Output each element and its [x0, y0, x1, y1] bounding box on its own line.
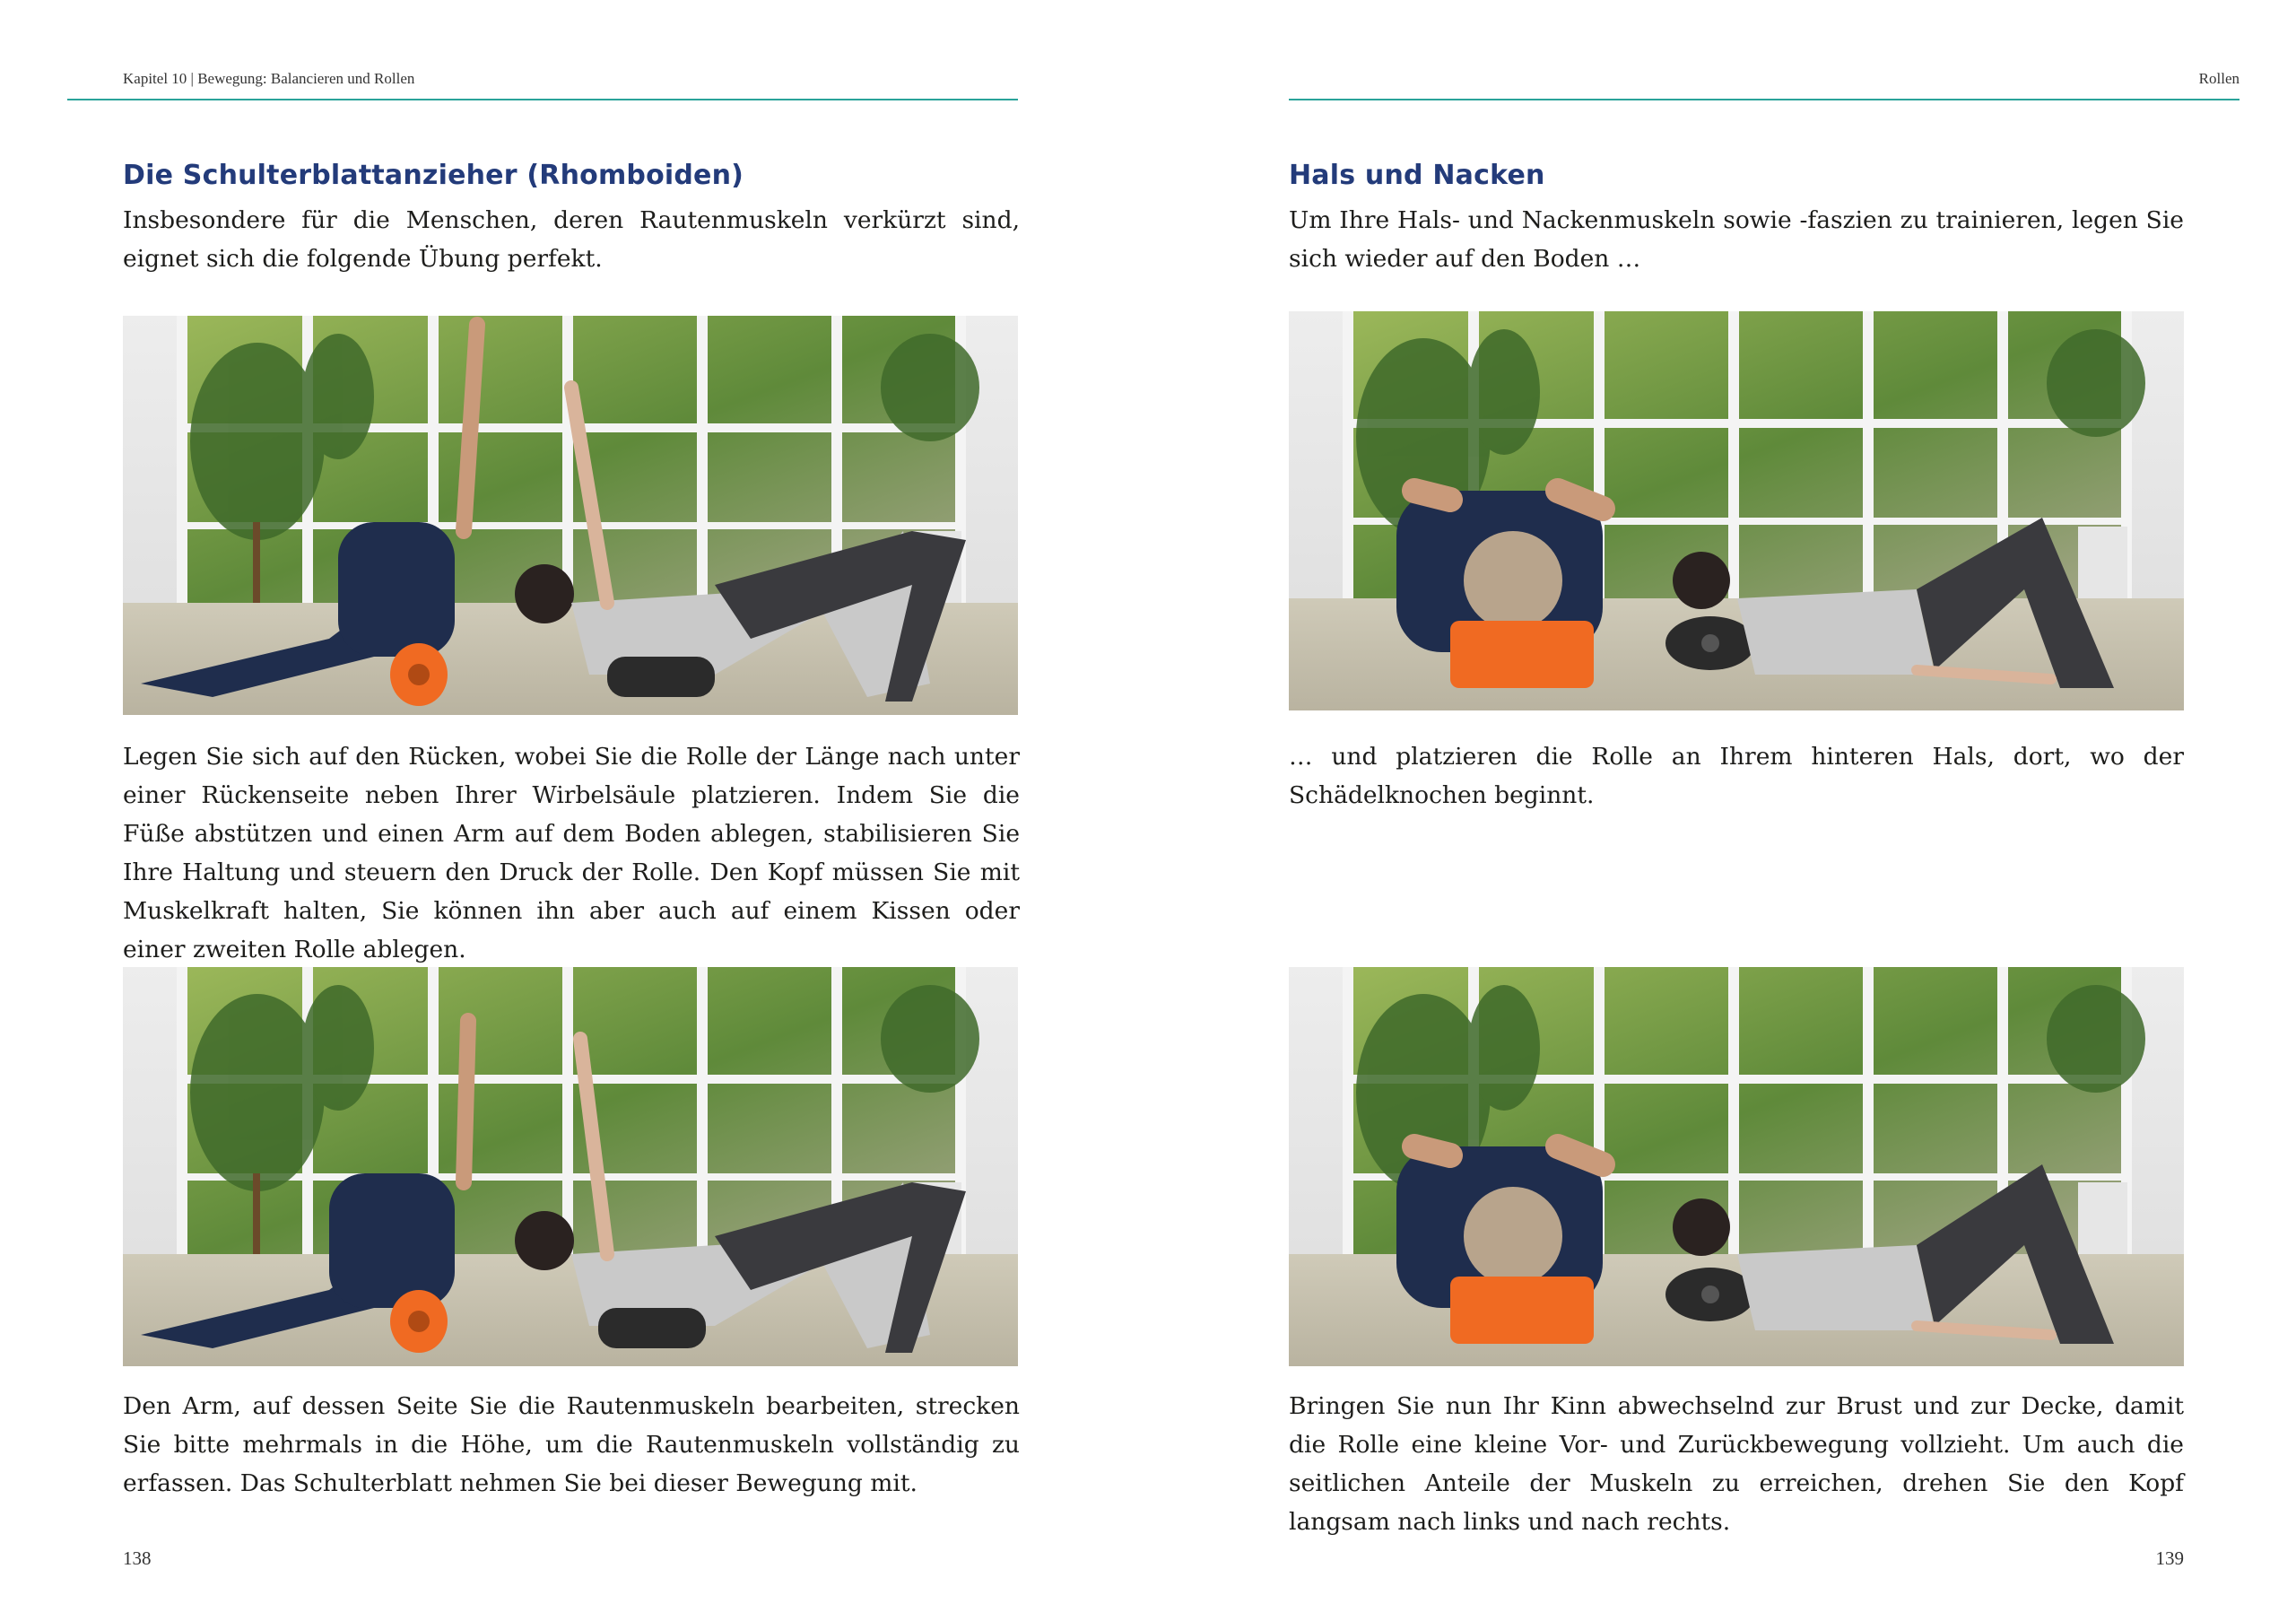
exercise-photo-rhomboiden-1: [123, 316, 1018, 715]
body-paragraph-right-1: … und platzieren die Rolle an Ihrem hinteren Hals, dort, wo der Schädelknochen beginnt.: [1289, 743, 2184, 809]
header-rule-right: [1289, 99, 2239, 100]
exercise-photo-nacken-1: [1289, 311, 2184, 710]
intro-paragraph-right: Um Ihre Hals- und Nackenmuskeln sowie -faszien zu trainieren, legen Sie sich wieder auf den Boden …: [1289, 206, 2184, 273]
body-paragraph-left-2: Den Arm, auf dessen Seite Sie die Rautenmuskeln bearbeiten, strecken Sie bitte mehrmals in die Höhe, um die Rautenmuskeln vollständig zu erfassen. Das Schulterblatt nehmen Sie bei dieser Bewegung mit.: [123, 1392, 1020, 1497]
body-paragraph-right-2: Bringen Sie nun Ihr Kinn abwechselnd zur Brust und zur Decke, damit die Rolle eine kleine Vor- und Zurückbewegung vollzieht. Um auch die seitlichen Anteile der Muskeln zu erreichen, drehen Sie den Kopf langsam nach links und nach rechts.: [1289, 1392, 2184, 1536]
section-heading-hals-nacken: Hals und Nacken: [1289, 160, 1545, 191]
exercise-photo-rhomboiden-2: [123, 967, 1018, 1366]
exercise-photo-nacken-2: [1289, 967, 2184, 1366]
section-heading-rhomboiden: Die Schulterblattanzieher (Rhomboiden): [123, 160, 744, 191]
running-head-right: Rollen: [2198, 70, 2239, 87]
header-rule-left: [67, 99, 1018, 100]
intro-paragraph-left: Insbesondere für die Menschen, deren Rautenmuskeln verkürzt sind, eignet sich die folgende Übung perfekt.: [123, 206, 1020, 273]
body-paragraph-left-1: Legen Sie sich auf den Rücken, wobei Sie die Rolle der Länge nach unter einer Rückenseite neben Ihrer Wirbelsäule platzieren. Indem Sie die Füße abstützen und einen Arm auf dem Boden ablegen, stabilisieren Sie Ihre Haltung und steuern den Druck der Rolle. Den Kopf müssen Sie mit Muskelkraft halten, Sie können ihn aber auch auf einem Kissen oder einer zweiten Rolle ablegen.: [123, 743, 1020, 963]
page-number-right: 139: [2155, 1547, 2184, 1569]
page-number-left: 138: [123, 1547, 152, 1569]
running-head-left: Kapitel 10 | Bewegung: Balancieren und Rollen: [123, 70, 415, 87]
right-page: [1148, 0, 2296, 1621]
